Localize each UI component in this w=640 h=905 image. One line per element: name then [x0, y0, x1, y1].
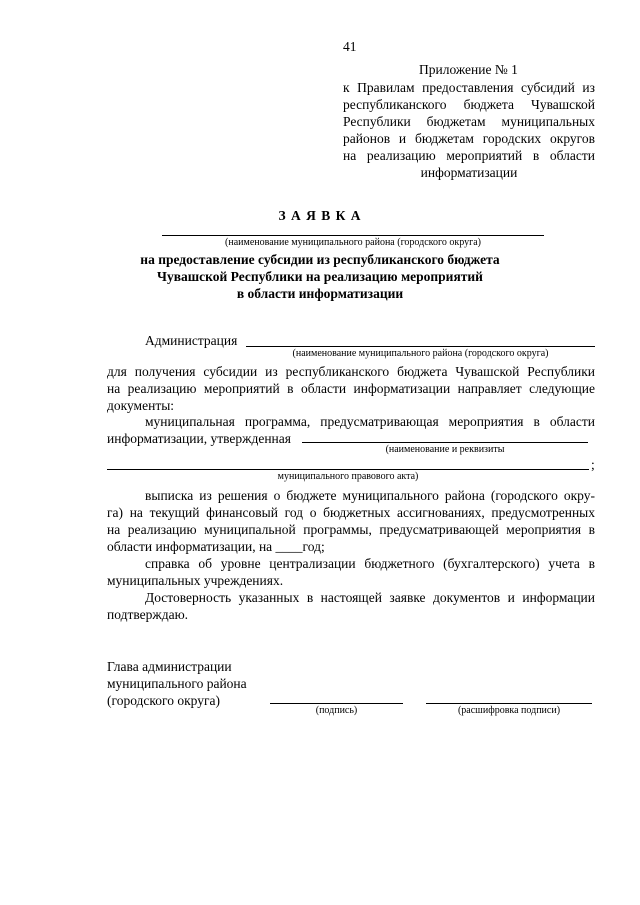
act-details-caption: муниципального правового акта)	[277, 471, 419, 482]
subtitle-line: на предоставление субсидии из республиканского бюджета	[140, 252, 500, 267]
paragraph-line: на реализацию мероприятий в области информатизации направляет следующие	[107, 381, 595, 396]
admin-name-caption: (наименование муниципального района (городского округа)	[292, 348, 549, 359]
admin-label: Администрация	[145, 333, 238, 348]
paragraph-line: документы:	[107, 398, 175, 413]
subtitle-line: Чувашской Республики на реализацию мероприятий	[157, 269, 483, 284]
appendix-line: Республики бюджетам муниципальных	[343, 114, 595, 129]
appendix-line: районов и бюджетам городских округов	[343, 131, 595, 146]
signatory-title: Глава администрации	[107, 659, 232, 674]
act-details-line	[107, 469, 589, 470]
appendix-title: Приложение № 1	[419, 62, 518, 77]
signature-line	[270, 703, 403, 704]
district-name-caption: (наименование муниципального района (городского округа)	[225, 237, 481, 248]
page-number: 41	[343, 39, 357, 54]
appendix-line: республиканского бюджета Чувашской	[343, 97, 595, 112]
appendix-line: на реализацию мероприятий в области	[343, 148, 595, 163]
paragraph-line: га) на текущий финансовый год о бюджетных ассигнованиях, предусмотренных	[107, 505, 595, 520]
appendix-line: к Правилам предоставления субсидий из	[343, 80, 595, 95]
paragraph-line: справка об уровне централизации бюджетного (бухгалтерского) учета в	[145, 556, 595, 571]
district-name-line	[162, 235, 544, 236]
paragraph-line: муниципальных учреждениях.	[107, 573, 284, 588]
paragraph-line: на реализацию муниципальной программы, предусматривающей мероприятия в	[107, 522, 595, 537]
admin-name-line	[246, 346, 595, 347]
paragraph-line: муниципальная программа, предусматривающая мероприятия в области	[145, 414, 595, 429]
signatory-title: муниципального района	[107, 676, 247, 691]
act-name-caption: (наименование и реквизиты	[385, 444, 505, 455]
semicolon: ;	[591, 457, 595, 472]
appendix-line: информатизации	[420, 165, 518, 180]
paragraph-line: подтверждаю.	[107, 607, 189, 622]
subtitle-line: в области информатизации	[236, 286, 404, 301]
signature-caption: (подпись)	[315, 705, 358, 716]
signature-decoding-caption: (расшифровка подписи)	[457, 705, 561, 716]
signatory-title: (городского округа)	[107, 693, 221, 708]
paragraph-line: области информатизации, на ____год;	[107, 539, 325, 554]
paragraph-line: информатизации, утвержденная	[107, 431, 291, 446]
act-name-line	[302, 442, 588, 443]
document-title: З А Я В К А	[278, 208, 362, 223]
paragraph-line: Достоверность указанных в настоящей заявке документов и информации	[145, 590, 595, 605]
signature-decoding-line	[426, 703, 592, 704]
paragraph-line: выписка из решения о бюджете муниципального района (городского окру-	[145, 488, 595, 503]
paragraph-line: для получения субсидии из республиканского бюджета Чувашской Республики	[107, 364, 595, 379]
